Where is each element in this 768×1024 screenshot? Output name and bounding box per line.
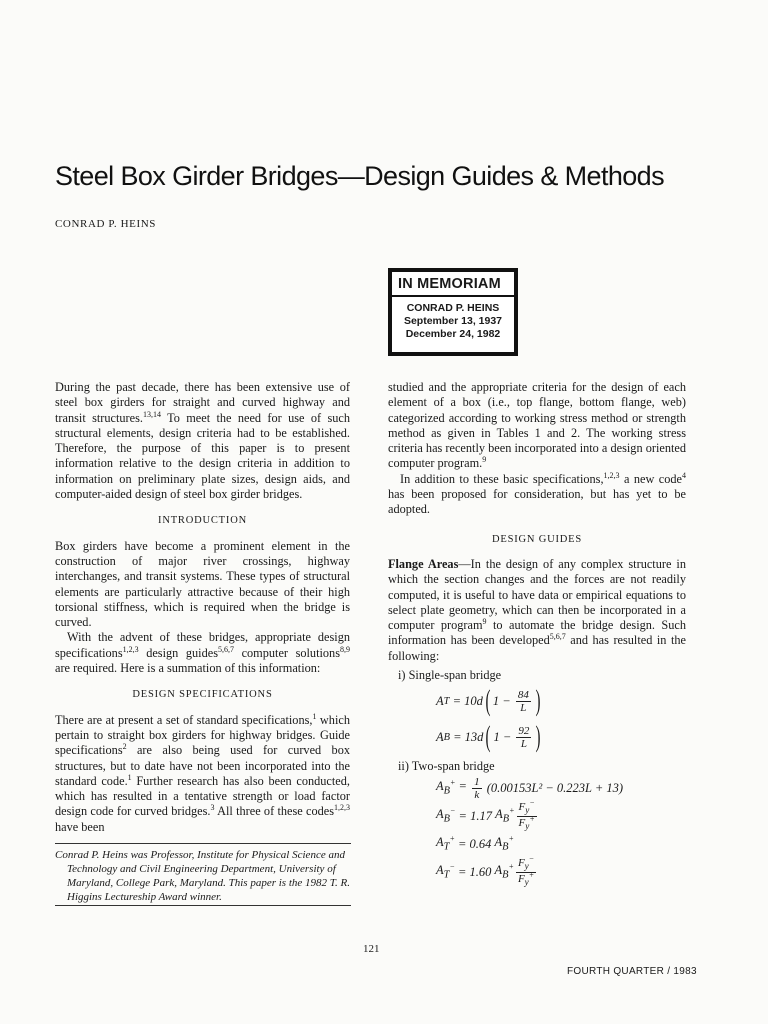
memoriam-box: [388, 268, 518, 356]
memoriam-name: CONRAD P. HEINS: [406, 302, 500, 314]
footnote-top-rule: [55, 843, 351, 844]
design-guides-heading: DESIGN GUIDES: [491, 533, 583, 545]
intro-paragraph: During the past decade, there has been extensive use of steel box girders for straight and curved highway and transit structures.$^{13,14}$ To meet the need for use of such structural elements, design criteria had to be established. Therefore, the purpose of this paper is to present information relative to the design criteria in addition to information on preliminary plate sizes, design aids, and computer-aided design of steel box girder bridges.: [55, 380, 350, 502]
introduction-paragraph-2: With the advent of these bridges, appropriate design specifications$^{1,2,3}$ design guides$^{5,6,7}$ computer solutions$^{8,9}$ are required. Here is a summation of this information:: [55, 630, 350, 676]
page-number: 121: [363, 943, 380, 955]
introduction-paragraph-1: Box girders have become a prominent element in the construction of major river crossings, highway interchanges, and transit systems. These types of structural elements are particularly attractive because of their high torsional stiffness, which is required when the bridge is curved.: [55, 538, 350, 630]
introduction-heading: INTRODUCTION: [158, 515, 247, 527]
continued-paragraph: studied and the appropriate criteria for the design of each element of a box (i.e., top flange, bottom flange, web) categorized according to working stress method or strength method as given in Tables 1 and 2. The working stress criteria has recently been incorporated into a design oriented computer program.$^9$: [388, 380, 686, 471]
equation-ab: A B = 13d ( 1 − $\frac{92}{L}$ ): [436, 720, 541, 754]
left-column: [55, 380, 350, 835]
equation-at-plus: $A_T^+$ = 0.64 $A_B^+$: [436, 833, 514, 853]
author-footnote: Conrad P. Heins was Professor, Institute for Physical Science and Technology and Civil Engineering Department, University of Maryland, College Park, Maryland. This paper is the 1982 T. R. Higgins Lectureship Award winner.: [55, 849, 351, 903]
memoriam-heading: IN MEMORIAM: [392, 272, 514, 297]
memoriam-died: December 24, 1982: [405, 328, 501, 340]
equation-ab-minus: $A_B^-$ = 1.17 $A_B^+$ $\frac{F_y^-}{F_y^+}$: [436, 798, 535, 832]
single-span-label: i) Single-span bridge: [398, 668, 502, 683]
two-span-label: ii) Two-span bridge: [398, 759, 495, 774]
footnote-bottom-rule: [55, 905, 351, 906]
new-code-paragraph: In addition to these basic specifications,$^{1,2,3}$ a new code$^4$ has been proposed for consideration, but has yet to be adopted.: [388, 470, 686, 517]
right-column: [388, 380, 686, 887]
paper-title: Steel Box Girder Bridges—Design Guides & Methods: [55, 161, 664, 191]
equation-at: A T = 10d ( 1 − $\frac{84}{L}$ ): [436, 684, 541, 718]
author-name: CONRAD P. HEINS: [55, 218, 156, 230]
specifications-paragraph: There are at present a set of standard specifications,$^1$ which pertain to straight box girders for highway bridges. Guide specifications$^2$ are also being used for curved box structures, but to date have not been incorporated into the standard code.$^1$ Further research has also been conducted, which has resulted in a tentative strength or load factor design code for curved bridges.$^3$ All three of these codes$^{1,2,3}$ have been: [55, 711, 350, 834]
memoriam-born: September 13, 1937: [403, 315, 503, 327]
issue-label: FOURTH QUARTER / 1983: [567, 966, 697, 977]
specifications-heading: DESIGN SPECIFICATIONS: [132, 689, 273, 701]
memoriam-details: [392, 297, 514, 341]
equation-ab-plus: $A_B^+$ = $\frac{1}{k}$ (0.00153L² − 0.223L + 13): [436, 776, 624, 802]
flange-areas-paragraph: Flange Areas—In the design of any complex structure in which the section changes and the forces are not readily computed, it is useful to have data or empirical equations to select plate geometry, which can then be incorporated in a computer program$^9$ to automate the bridge design. Such information has been developed$^{5,6,7}$ and has resulted in the following:: [388, 556, 687, 663]
equation-at-minus: $A_T^-$ = 1.60 $A_B^+$ $\frac{F_y^-}{F_y^+}$: [436, 854, 535, 888]
